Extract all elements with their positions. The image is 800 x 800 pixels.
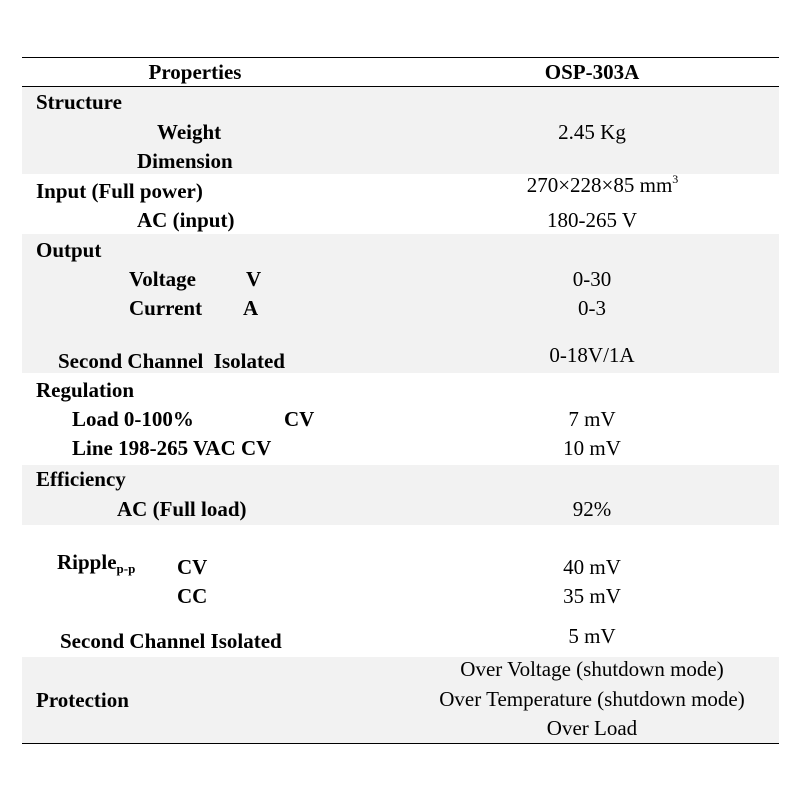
dimension-value: 270×228×85 mm bbox=[526, 173, 673, 197]
structure-title: Structure bbox=[36, 90, 122, 114]
header-model: OSP-303A bbox=[544, 60, 640, 84]
input-title: Input (Full power) bbox=[36, 179, 203, 203]
load-label: Load 0-100% bbox=[72, 407, 194, 431]
dimension-label: Dimension bbox=[137, 149, 233, 173]
voltage-label: Voltage bbox=[129, 267, 196, 291]
line-label: Line 198-265 VAC CV bbox=[72, 436, 272, 460]
load-mode: CV bbox=[284, 407, 315, 431]
top-rule bbox=[22, 57, 779, 58]
voltage-unit: V bbox=[246, 267, 262, 291]
protection-title: Protection bbox=[36, 688, 129, 712]
efficiency-title: Efficiency bbox=[36, 467, 126, 491]
ripple-second-channel-value: 5 mV bbox=[568, 624, 616, 648]
ripple-cc-label: CC bbox=[177, 584, 208, 608]
weight-value: 2.45 Kg bbox=[558, 120, 626, 144]
current-value: 0-3 bbox=[578, 296, 606, 320]
current-unit: A bbox=[243, 296, 259, 320]
efficiency-ac-label: AC (Full load) bbox=[117, 497, 247, 521]
weight-label: Weight bbox=[157, 120, 222, 144]
load-value: 7 mV bbox=[568, 407, 616, 431]
output-second-channel-label: Second Channel Isolated bbox=[58, 349, 285, 373]
protection-item: Over Load bbox=[546, 716, 638, 740]
regulation-title: Regulation bbox=[36, 378, 135, 402]
dimension-unit-sup: 3 bbox=[672, 172, 679, 186]
ripple-title-sub: p-p bbox=[116, 561, 136, 576]
output-second-channel-value: 0-18V/1A bbox=[549, 343, 635, 367]
ripple-second-channel-label: Second Channel Isolated bbox=[60, 629, 282, 653]
current-label: Current bbox=[129, 296, 203, 320]
ac-input-label: AC (input) bbox=[137, 208, 235, 232]
ac-input-value: 180-265 V bbox=[546, 208, 638, 232]
ripple-title: Ripple bbox=[57, 550, 117, 574]
ripple-title-cell bbox=[36, 526, 135, 605]
protection-item: Over Voltage (shutdown mode) bbox=[460, 657, 724, 681]
output-title: Output bbox=[36, 238, 102, 262]
ripple-cv-value: 40 mV bbox=[563, 555, 621, 579]
header-properties: Properties bbox=[148, 60, 242, 84]
line-value: 10 mV bbox=[563, 436, 621, 460]
header-rule bbox=[22, 86, 779, 87]
ripple-cc-value: 35 mV bbox=[563, 584, 621, 608]
voltage-value: 0-30 bbox=[572, 267, 612, 291]
efficiency-ac-value: 92% bbox=[572, 497, 612, 521]
ripple-cv-label: CV bbox=[177, 555, 208, 579]
bottom-rule bbox=[22, 743, 779, 744]
protection-item: Over Temperature (shutdown mode) bbox=[439, 687, 745, 711]
